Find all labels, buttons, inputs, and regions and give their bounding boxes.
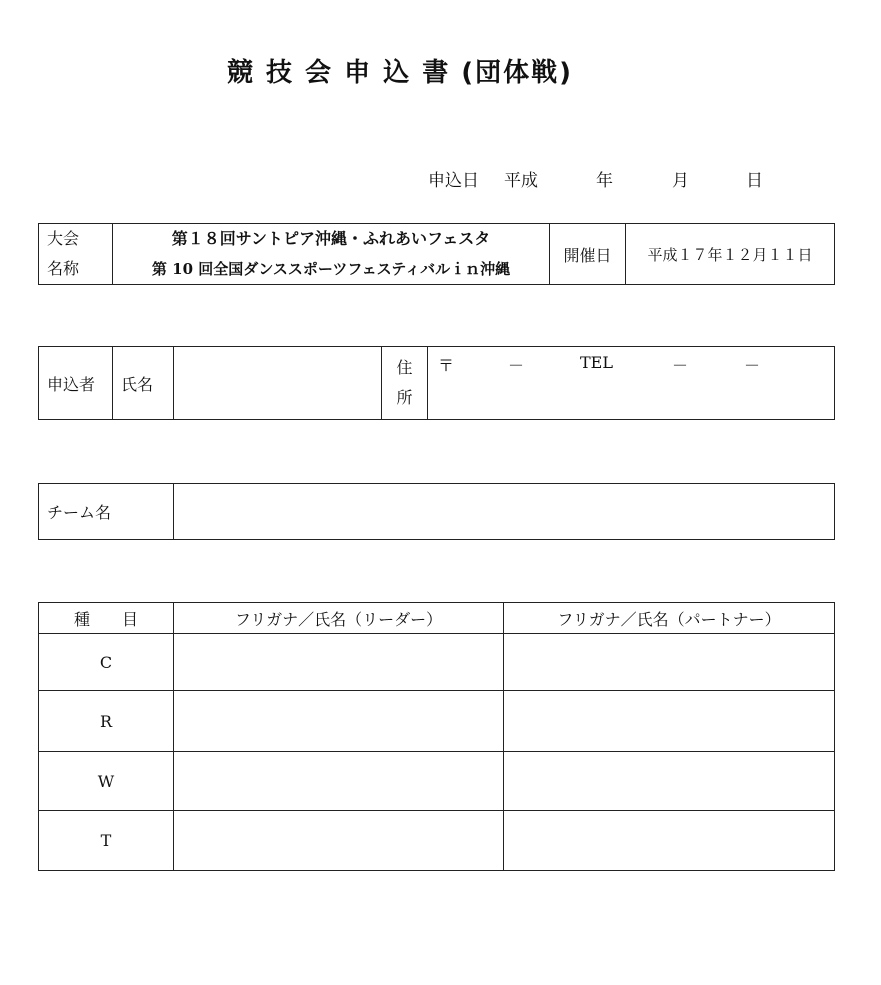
entries-header-row [39,603,835,634]
team-table [38,483,835,540]
event-name-label-line1: 大会 [47,229,80,248]
entry-row-w [39,752,835,811]
event-name-cell [113,224,550,285]
entry-event-c: C [39,634,174,691]
entry-partner-c[interactable] [504,634,835,691]
event-name-label-cell [39,224,113,285]
header-event: 種 目 [39,603,174,634]
applicant-name-field[interactable] [174,347,382,420]
tel-dash-2: － [744,356,761,375]
application-date-month-unit: 月 [672,171,689,191]
event-date-value: 平成１７年１２月１１日 [626,224,835,285]
entry-partner-r[interactable] [504,691,835,752]
postal-mark: 〒 [438,356,455,375]
address-label-line2: 所 [396,388,413,407]
address-label-line1: 住 [396,358,413,377]
tel-label: TEL [580,353,613,372]
applicant-table [38,346,835,420]
entry-row-c [39,634,835,691]
event-name-label-line2: 名称 [47,259,80,278]
header-partner: フリガナ／氏名（パートナー） [504,603,835,634]
entry-event-r: R [39,691,174,752]
event-name-line1: 第１８回サントピア沖縄・ふれあいフェスタ [171,229,491,248]
postal-dash: － [508,356,525,375]
address-field[interactable] [428,347,835,420]
team-name-label: チーム名 [39,484,174,540]
entry-row-r [39,691,835,752]
tel-dash-1: － [672,356,689,375]
entry-leader-w[interactable] [174,752,504,811]
entry-leader-t[interactable] [174,811,504,871]
event-table [38,223,835,285]
entries-table [38,602,835,871]
event-name-line2: 第 10 回全国ダンススポーツフェスティバルｉｎ沖縄 [151,260,511,278]
applicant-label: 申込者 [39,347,113,420]
entry-partner-t[interactable] [504,811,835,871]
application-date-day-unit: 日 [746,171,763,191]
address-label-cell [382,347,428,420]
entry-leader-r[interactable] [174,691,504,752]
application-date-label: 申込日 [428,171,479,191]
entry-partner-w[interactable] [504,752,835,811]
application-date-year-unit: 年 [596,171,613,191]
header-leader: フリガナ／氏名（リーダー） [174,603,504,634]
event-date-label: 開催日 [550,224,626,285]
entry-event-w: W [39,752,174,811]
team-name-field[interactable] [174,484,835,540]
entry-leader-c[interactable] [174,634,504,691]
entry-event-t: T [39,811,174,871]
applicant-name-label: 氏名 [113,347,174,420]
application-date-era: 平成 [504,171,538,191]
form-title: 競 技 会 申 込 書 (団体戦) [226,58,574,88]
entry-row-t [39,811,835,871]
